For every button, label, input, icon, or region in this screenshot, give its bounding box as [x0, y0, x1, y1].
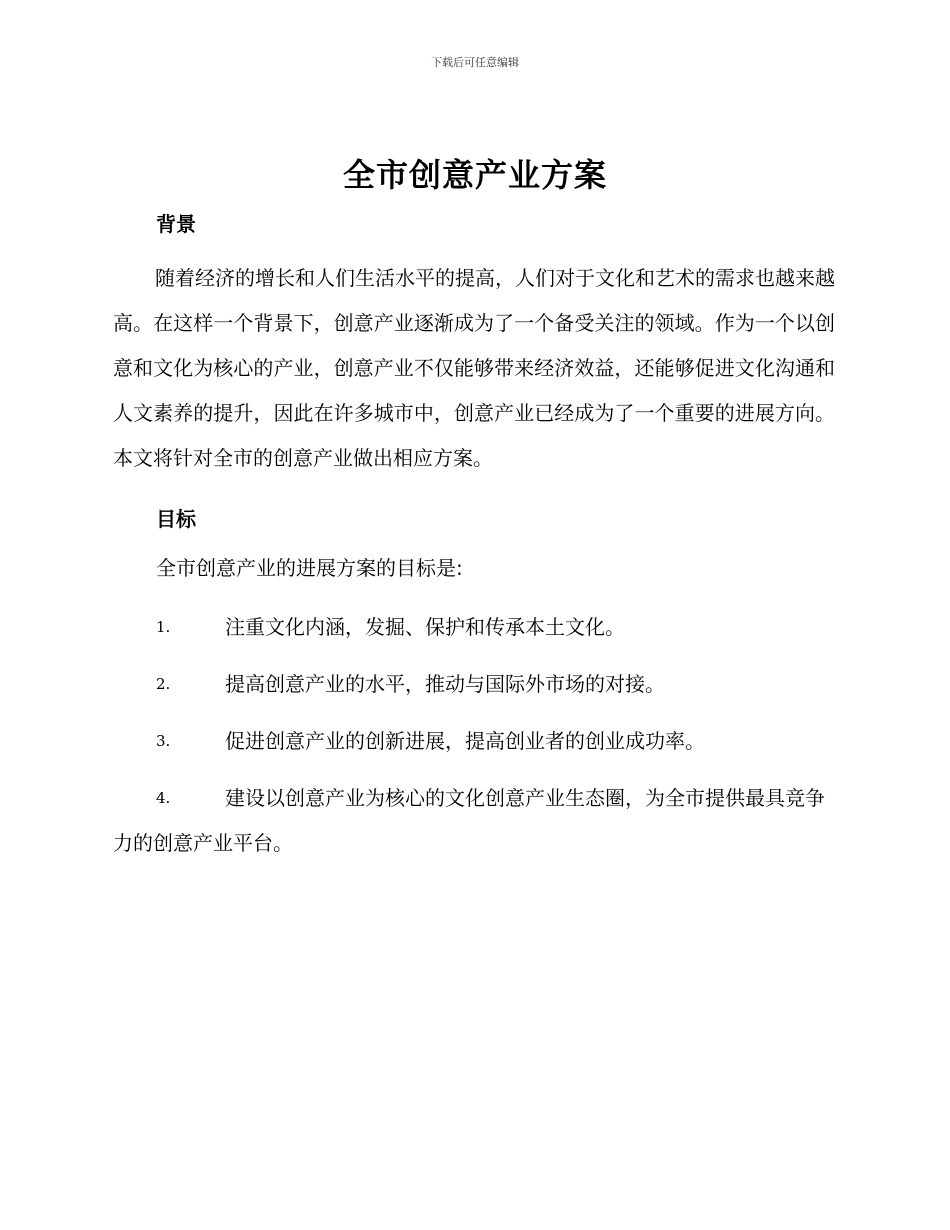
goals-intro: 全市创意产业的进展方案的目标是:	[156, 556, 463, 580]
goal-number: 3.	[156, 732, 171, 750]
section-heading-goals: 目标	[156, 507, 196, 531]
goal-number: 1.	[156, 618, 171, 636]
background-paragraph: 随着经济的增长和人们生活水平的提高，人们对于文化和艺术的需求也越来越高。在这样一个背景下，创意产业逐渐成为了一个备受关注的领域。作为一个以创意和文化为核心的产业，创意产业不仅能够带来经济效益，还能够促进文化沟通和人文素养的提升，因此在许多城市中，创意产业已经成为了一个重要的进展方向。本文将针对全市的创意产业做出相应方案。	[113, 266, 835, 470]
section-heading-background: 背景	[156, 212, 196, 236]
goal-item-2	[113, 662, 835, 707]
goal-number: 4.	[156, 789, 171, 807]
goals-list	[113, 605, 835, 878]
document-title: 全市创意产业方案	[342, 156, 607, 194]
goal-text: 注重文化内涵，发掘、保护和传承本土文化。	[225, 615, 625, 639]
goal-item-3	[113, 719, 835, 764]
goal-number: 2.	[156, 675, 171, 693]
goal-item-1	[113, 605, 835, 650]
goal-text: 提高创意产业的水平，推动与国际外市场的对接。	[225, 672, 665, 696]
goal-item-4	[113, 776, 835, 866]
goal-text: 促进创意产业的创新进展，提高创业者的创业成功率。	[225, 729, 705, 753]
header-note: 下载后可任意编辑	[431, 56, 519, 69]
goal-text: 建设以创意产业为核心的文化创意产业生态圈，为全市提供最具竞争力的创意产业平台。	[113, 786, 825, 855]
